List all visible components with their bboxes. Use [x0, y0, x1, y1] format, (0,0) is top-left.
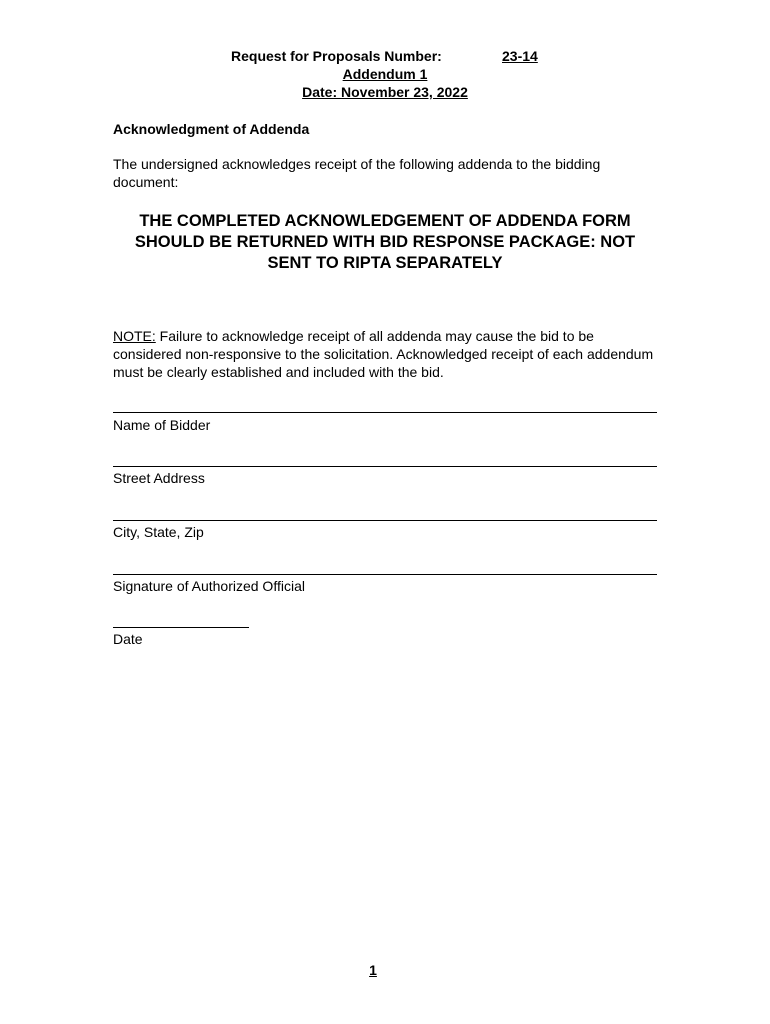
- date-label: Date: [113, 631, 143, 647]
- note-paragraph: [113, 327, 658, 381]
- signature-line[interactable]: [113, 574, 657, 575]
- city-state-zip-line[interactable]: [113, 520, 657, 521]
- date-line[interactable]: [113, 627, 249, 628]
- return-notice-line: SENT TO RIPTA SEPARATELY: [267, 254, 503, 272]
- return-notice-line: THE COMPLETED ACKNOWLEDGEMENT OF ADDENDA FORM: [139, 212, 631, 230]
- addendum-date: Date: November 23, 2022: [302, 84, 468, 100]
- section-title: Acknowledgment of Addenda: [113, 121, 310, 137]
- return-notice: [100, 211, 670, 274]
- street-address-label: Street Address: [113, 470, 205, 486]
- intro-paragraph: The undersigned acknowledges receipt of the following addenda to the bidding document:: [113, 156, 601, 190]
- note-label: NOTE:: [113, 328, 156, 344]
- street-address-line[interactable]: [113, 466, 657, 467]
- page-number: 1: [369, 962, 377, 978]
- rfp-number: 23-14: [502, 48, 538, 64]
- signature-label: Signature of Authorized Official: [113, 578, 305, 594]
- return-notice-line: SHOULD BE RETURNED WITH BID RESPONSE PACKAGE: NOT: [134, 233, 636, 251]
- name-of-bidder-label: Name of Bidder: [113, 417, 211, 433]
- name-of-bidder-line[interactable]: [113, 412, 657, 413]
- city-state-zip-label: City, State, Zip: [113, 524, 204, 540]
- rfp-label: Request for Proposals Number:: [231, 48, 442, 64]
- addendum-number: Addendum 1: [342, 66, 428, 82]
- note-text: Failure to acknowledge receipt of all addenda may cause the bid to be considered non-responsive to the solicitation. Acknowledged receipt of each addendum must be clearly established and included with the bid.: [113, 328, 654, 380]
